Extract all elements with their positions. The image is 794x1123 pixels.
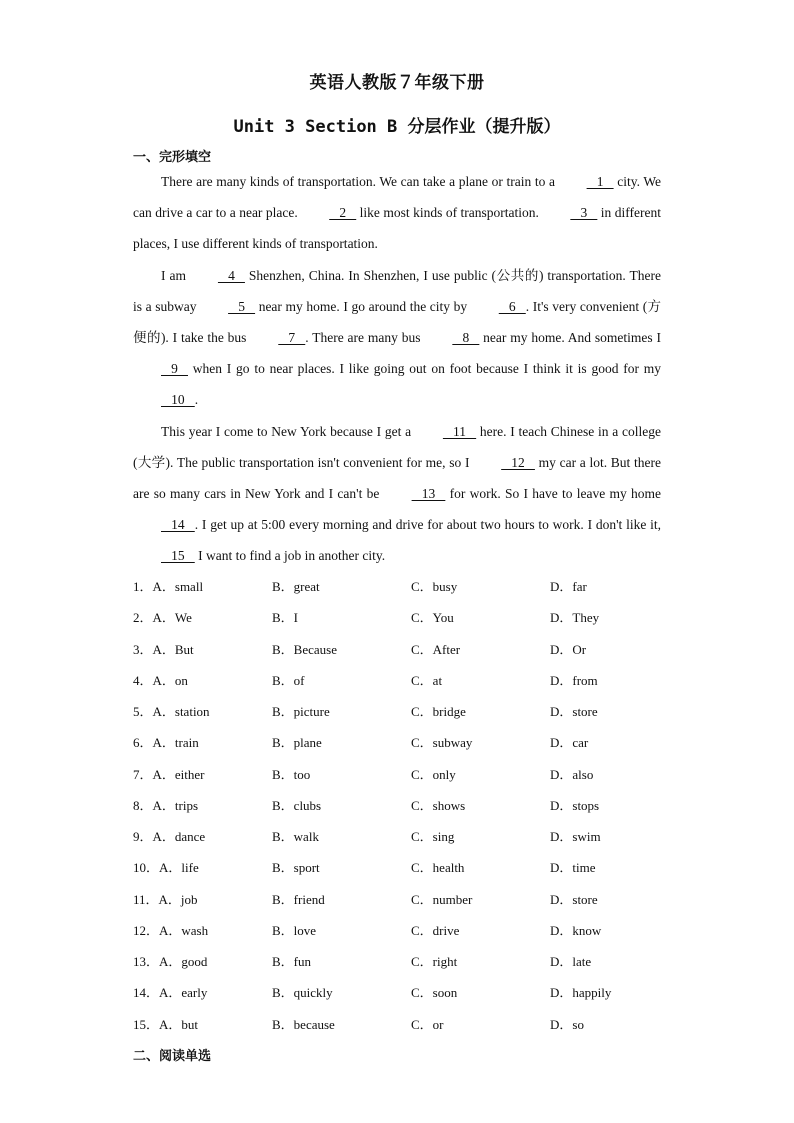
option-a: 13．A．good [133, 954, 208, 970]
question-row [133, 570, 673, 601]
option-b: B．plane [272, 735, 322, 751]
option-d: D．time [550, 860, 596, 876]
option-c: C．You [411, 610, 454, 626]
option-c: C．shows [411, 797, 466, 813]
option-b: B．I [272, 610, 299, 626]
option-a: 9．A．dance [133, 829, 206, 845]
option-a: 14．A．early [133, 985, 208, 1001]
option-d: D．store [550, 704, 598, 720]
option-b: B．sport [272, 860, 320, 876]
option-b: B．clubs [272, 797, 322, 813]
option-b: B．walk [272, 829, 319, 845]
passage-text: I am [161, 267, 190, 283]
blank-5: 5 [228, 298, 256, 314]
question-row [133, 726, 673, 757]
blank-12: 12 [501, 454, 535, 470]
option-b: B．of [272, 672, 305, 688]
question-row [133, 633, 673, 664]
passage-text: here. I teach Chinese in a college (大学). The public transportation isn't convenient for me, so I [133, 423, 662, 470]
option-a: 5．A．station [133, 704, 210, 720]
option-a: 4．A．on [133, 672, 188, 688]
option-b: B．love [272, 922, 317, 938]
passage-text: . I get up at 5:00 every morning and drive for about two hours to work. I don't like it, [194, 517, 661, 533]
question-row [133, 820, 673, 851]
option-c: C．drive [411, 922, 460, 938]
passage-text: for work. So I have to leave my home [445, 486, 661, 502]
question-row [133, 601, 673, 632]
option-a: 3．A．But [133, 641, 194, 657]
passage-text: I want to find a job in another city. [194, 548, 386, 564]
option-d: D．so [550, 1016, 584, 1032]
option-a: 6．A．train [133, 735, 199, 751]
option-c: C．subway [411, 735, 473, 751]
option-b: B．too [272, 766, 311, 782]
question-row [133, 695, 673, 726]
option-a: 15．A．but [133, 1016, 199, 1032]
passage-text: like most kinds of transportation. [356, 205, 543, 221]
option-c: C．bridge [411, 704, 466, 720]
option-a: 11．A．job [133, 891, 198, 907]
passage-text: . [194, 392, 199, 408]
question-row [133, 1008, 673, 1039]
option-a: 2．A．We [133, 610, 192, 626]
question-row [133, 914, 673, 945]
question-row [133, 758, 673, 789]
blank-9: 9 [161, 361, 188, 377]
option-d: D．from [550, 672, 598, 688]
passage-text: This year I come to New York because I get a [161, 423, 415, 439]
option-b: B．friend [272, 891, 325, 907]
option-b: B．quickly [272, 985, 333, 1001]
option-b: B．Because [272, 641, 337, 657]
section-heading-reading: 二、阅读单选 [133, 1049, 212, 1064]
passage-text: my car a lot. But there are so many cars in New York and I can't be [133, 454, 661, 502]
option-d: D．happily [550, 985, 612, 1001]
blank-1: 1 [586, 174, 614, 189]
option-c: C．only [411, 766, 456, 782]
option-d: D．also [550, 766, 594, 782]
option-c: C．number [411, 891, 473, 907]
passage-text: near my home. And sometimes I [479, 330, 661, 346]
option-b: B．great [272, 579, 320, 595]
section-heading-cloze: 一、完形填空 [133, 150, 212, 165]
cloze-passage [133, 166, 661, 572]
option-c: C．health [411, 860, 465, 876]
blank-13: 13 [411, 486, 446, 502]
option-b: B．because [272, 1016, 335, 1032]
option-c: C．busy [411, 579, 458, 595]
option-c: C．sing [411, 829, 455, 845]
passage-paragraph-2 [133, 260, 661, 416]
blank-6: 6 [498, 298, 526, 314]
question-row [133, 945, 673, 976]
option-d: D．car [550, 735, 589, 751]
passage-text: . There are many bus [305, 330, 425, 346]
option-a: 1．A．small [133, 579, 204, 595]
blank-14: 14 [161, 517, 195, 533]
option-a: 12．A．wash [133, 922, 209, 938]
document-title: 英语人教版７年级下册 [309, 73, 485, 93]
passage-text: in different places, I use different kinds of transportation. [133, 205, 661, 252]
question-row [133, 976, 673, 1007]
option-d: D．far [550, 579, 587, 595]
option-c: C．right [411, 954, 458, 970]
option-c: C．After [411, 641, 461, 657]
blank-3: 3 [570, 205, 598, 221]
option-d: D．know [550, 922, 602, 938]
option-d: D．They [550, 610, 600, 626]
blank-15: 15 [161, 548, 195, 564]
blank-4: 4 [217, 267, 245, 283]
question-list [133, 570, 673, 1039]
document-subtitle: Unit 3 Section B 分层作业（提升版） [233, 117, 561, 137]
passage-paragraph-3 [133, 416, 661, 572]
option-d: D．Or [550, 641, 587, 657]
blank-7: 7 [278, 330, 306, 346]
option-b: B．picture [272, 704, 330, 720]
passage-text: near my home. I go around the city by [255, 298, 471, 314]
passage-text: There are many kinds of transportation. We can take a plane or train to a [161, 174, 559, 189]
option-c: C．or [411, 1016, 444, 1032]
option-d: D．late [550, 954, 592, 970]
option-a: 8．A．trips [133, 797, 199, 813]
question-row [133, 883, 673, 914]
blank-10: 10 [161, 392, 195, 408]
option-a: 7．A．either [133, 766, 205, 782]
option-c: C．at [411, 672, 443, 688]
question-row [133, 851, 673, 882]
blank-2: 2 [329, 205, 357, 221]
option-d: D．swim [550, 829, 601, 845]
option-d: D．stops [550, 797, 600, 813]
blank-8: 8 [452, 330, 480, 346]
option-a: 10．A．life [133, 860, 199, 876]
option-b: B．fun [272, 954, 312, 970]
blank-11: 11 [442, 423, 477, 439]
question-row [133, 664, 673, 695]
option-c: C．soon [411, 985, 458, 1001]
passage-text: Shenzhen, China. In Shenzhen, I use public (公共的) transportation. There is a subway [133, 267, 661, 314]
question-row [133, 789, 673, 820]
option-d: D．store [550, 891, 598, 907]
passage-paragraph-1 [133, 166, 661, 260]
passage-text: when I go to near places. I like going out on foot because I think it is good for my [188, 361, 661, 377]
passage-text: city. We can drive a car to a near place. [133, 174, 662, 221]
passage-text: . It's very convenient (方便的). I take the bus [133, 298, 661, 346]
